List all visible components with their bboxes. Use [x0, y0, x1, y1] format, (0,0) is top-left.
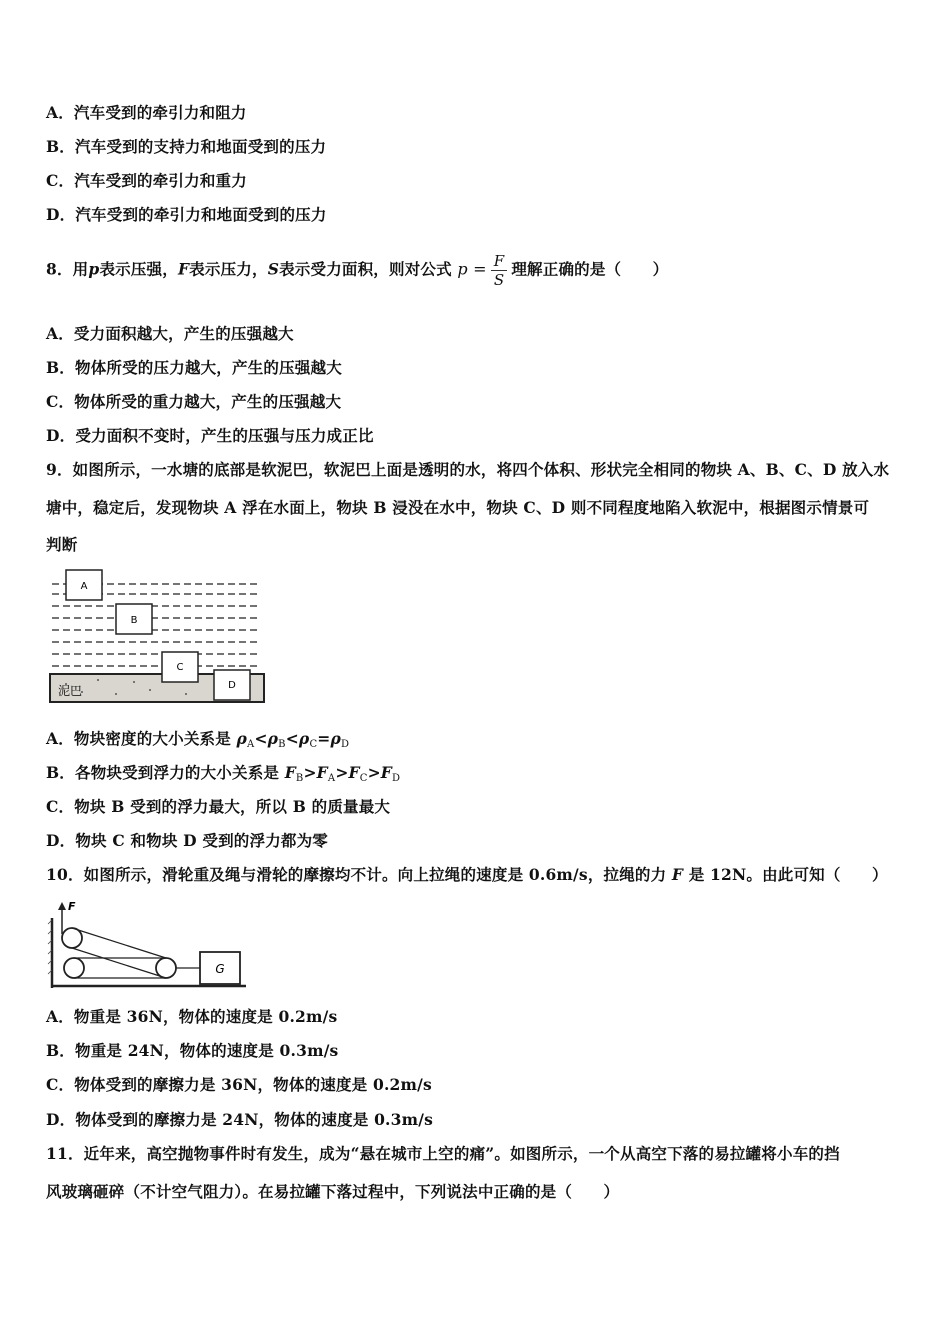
q8-stem: 8．用p表示压强，F表示压力，S表示受力面积，则对公式 p = $\frac{F}{S}$ 理解正确的是（ ）: [46, 252, 669, 289]
q7-option-d: D．汽车受到的牵引力和地面受到的压力: [46, 205, 327, 224]
q9-stem-line3: 判断: [46, 535, 78, 554]
q11-stem-line1: 11．近年来，高空抛物事件时有发生，成为“悬在城市上空的痛”。如图所示，一个从高空下落的易拉罐将小车的挡: [46, 1144, 840, 1163]
q10-option-d: D．物体受到的摩擦力是 24N，物体的速度是 0.3m/s: [46, 1110, 434, 1129]
q8-option-a: A．受力面积越大，产生的压强越大: [46, 324, 294, 343]
q9-option-b: B．各物块受到浮力的大小关系是 $F_B>F_A>F_C>F_D$: [46, 763, 401, 784]
mud-label: 泥巴: [58, 684, 83, 698]
q9-option-d: D．物块 C 和物块 D 受到的浮力都为零: [46, 831, 329, 850]
q8-option-b: B．物体所受的压力越大，产生的压强越大: [46, 358, 342, 377]
q8-option-d: D．受力面积不变时，产生的压强与压力成正比: [46, 426, 374, 445]
q8-option-c: C．物体所受的重力越大，产生的压强越大: [46, 392, 342, 411]
force-label: F: [68, 900, 76, 913]
q9-stem-line1: 9．如图所示，一水塘的底部是软泥巴，软泥巴上面是透明的水，将四个体积、形状完全相同的物块 A、B、C、D 放入水: [46, 460, 890, 479]
block-c-label: C: [176, 662, 184, 673]
q7-option-c: C．汽车受到的牵引力和重力: [46, 171, 247, 190]
q9-option-c: C．物块 B 受到的浮力最大，所以 B 的质量最大: [46, 797, 391, 816]
q11-stem-line2: 风玻璃砸碎（不计空气阻力）。在易拉罐下落过程中，下列说法中正确的是（ ）: [46, 1182, 620, 1201]
q8-formula-lhs: p =: [457, 259, 487, 279]
block-d-label: D: [228, 680, 236, 691]
q10-pulley-figure: [46, 898, 251, 992]
block-a-label: A: [80, 581, 88, 592]
q7-option-b: B．汽车受到的支持力和地面受到的压力: [46, 137, 327, 156]
block-g-label: G: [215, 962, 225, 976]
q9-pond-figure: [46, 566, 268, 706]
fixed-pulley: [62, 928, 82, 948]
lower-pulley: [64, 958, 84, 978]
q9-option-a: A．物块密度的大小关系是 $\rho_A<\rho_B<\rho_C=\rho_D$: [46, 729, 350, 750]
q10-stem: 10．如图所示，滑轮重及绳与滑轮的摩擦均不计。向上拉绳的速度是 0.6m/s，拉绳的力 F 是 12N。由此可知（ ）: [46, 865, 888, 884]
q9-stem-line2: 塘中，稳定后，发现物块 A 浮在水面上，物块 B 浸没在水中，物块 C、D 则不同程度地陷入软泥中，根据图示情景可: [46, 498, 870, 517]
q8-formula-fraction: $\frac{F}{S}$: [491, 252, 508, 289]
q10-option-c: C．物体受到的摩擦力是 36N，物体的速度是 0.2m/s: [46, 1075, 432, 1094]
movable-pulley: [156, 958, 176, 978]
q10-option-b: B．物重是 24N，物体的速度是 0.3m/s: [46, 1041, 339, 1060]
q7-option-a: A．汽车受到的牵引力和阻力: [46, 103, 247, 122]
q10-option-a: A．物重是 36N，物体的速度是 0.2m/s: [46, 1007, 338, 1026]
block-b-label: B: [130, 615, 138, 626]
